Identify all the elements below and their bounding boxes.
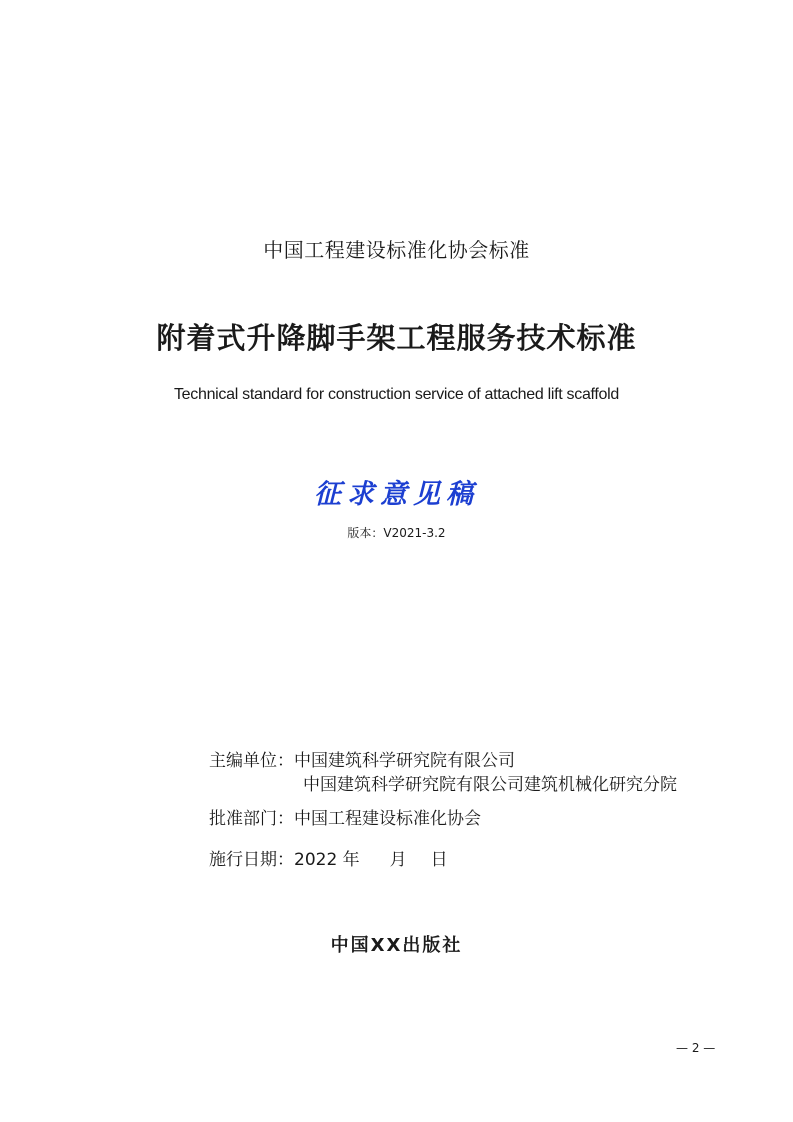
implementation-month: 月 [389,850,407,870]
approval-department: 中国工程建设标准化协会 [294,809,481,829]
page-number: — 2 — [676,1041,716,1055]
chief-editor-org-2: 中国建筑科学研究院有限公司建筑机械化研究分院 [303,775,677,795]
version-label: 版本：V2021-3.2 [347,526,446,540]
implementation-year: 2022 年 [294,850,360,870]
implementation-date-row [209,848,448,872]
approval-row [209,807,481,831]
chief-editor-row [209,749,515,773]
publisher: 中国XX出版社 [330,935,463,956]
chief-editor-label: 主编单位： [209,751,294,771]
implementation-date-label: 施行日期： [209,850,294,870]
english-title: Technical standard for construction service of attached lift scaffold [173,386,620,403]
chief-editor-org-1: 中国建筑科学研究院有限公司 [294,751,515,771]
series-title: 中国工程建设标准化协会标准 [263,238,530,262]
implementation-day: 日 [430,850,448,870]
draft-stage-label: 征求意见稿 [314,479,479,510]
main-title: 附着式升降脚手架工程服务技术标准 [156,321,637,355]
approval-label: 批准部门： [209,809,294,829]
